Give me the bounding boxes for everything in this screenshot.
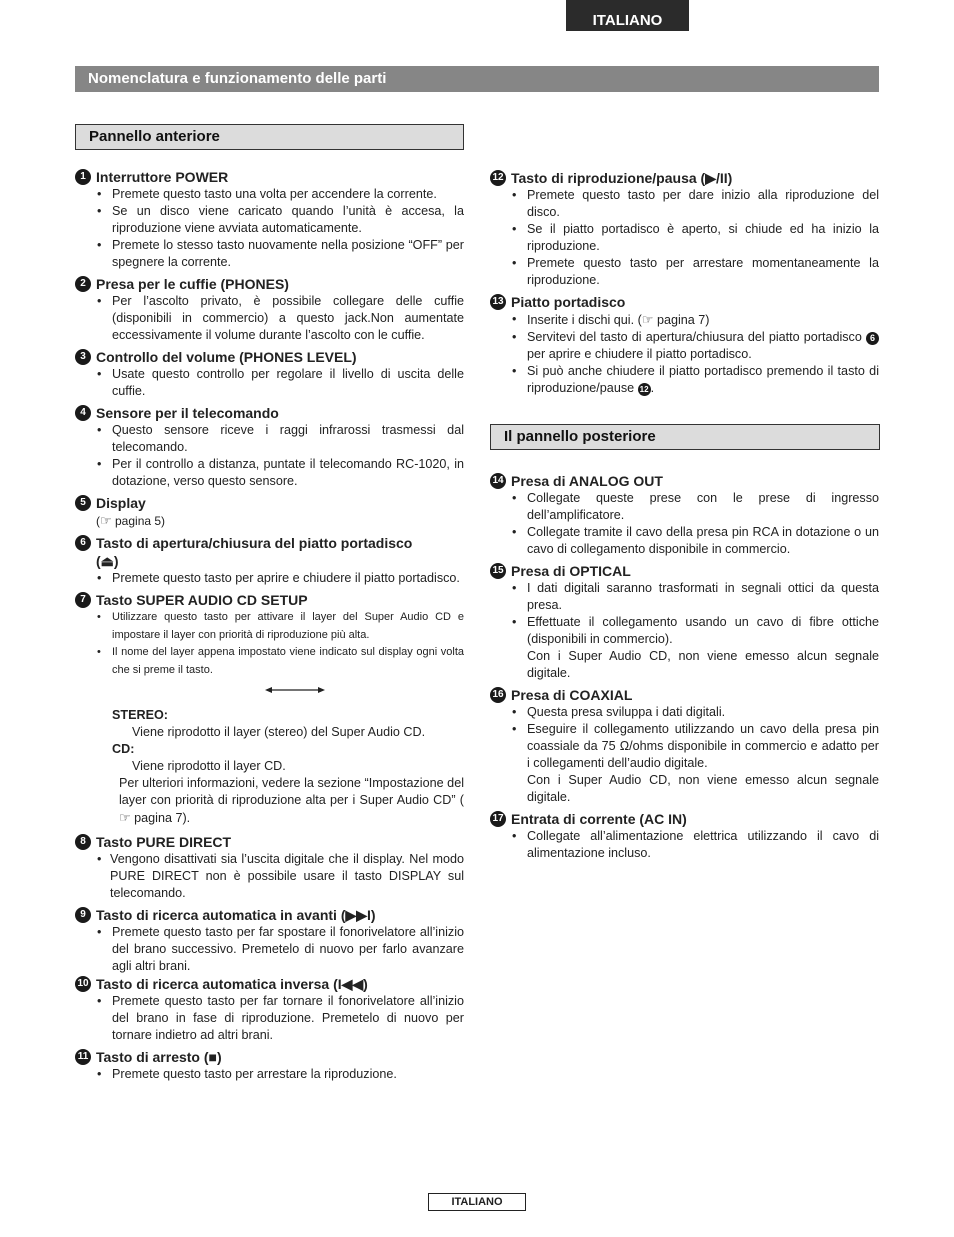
list-item: • Premete lo stesso tasto nuovamente nella posizione “OFF” per spegnere la corrente. xyxy=(75,237,464,271)
item-sacd-setup xyxy=(75,591,464,609)
item-play-pause xyxy=(490,169,879,187)
item-number: 11 xyxy=(75,1049,91,1065)
list-item: • Questo sensore riceve i raggi infrarossi trasmessi dal telecomando. xyxy=(75,422,464,456)
pointing-hand-icon: ☞ xyxy=(119,810,131,825)
item-analog-out xyxy=(490,472,879,490)
section-title-bar: Nomenclatura e funzionamento delle parti xyxy=(75,66,879,92)
item-number: 6 xyxy=(75,535,91,551)
right-column-top xyxy=(490,165,879,397)
reference-text: pagina 7) xyxy=(656,313,710,327)
list-item xyxy=(490,363,879,397)
item-power xyxy=(75,168,464,186)
item-title: Tasto di riproduzione/pausa (▶/II) xyxy=(511,170,733,186)
item-phones xyxy=(75,275,464,293)
item-disc-tray xyxy=(490,293,879,311)
bullet-text: Servitevi del tasto di apertura/chiusura del piatto portadisco xyxy=(527,330,866,344)
pointing-hand-icon: ☞ xyxy=(641,312,654,327)
eject-symbol: (⏏) xyxy=(96,553,119,569)
list-item: • Vengono disattivati sia l’uscita digitale che il display. Nel modo PURE DIRECT non è possibile usare il tasto DISPLAY sul telecomando. xyxy=(75,851,464,902)
list-item: • Utilizzare questo tasto per attivare il layer del Super Audio CD e impostare il layer con priorità di riproduzione più alta. xyxy=(75,609,464,644)
reference-text: pagina 5) xyxy=(115,514,166,528)
item-number: 15 xyxy=(490,563,506,579)
item-coaxial xyxy=(490,686,879,704)
item-title: Piatto portadisco xyxy=(511,294,626,310)
list-item-continuation: Con i Super Audio CD, non viene emesso alcun segnale digitale. xyxy=(527,649,879,680)
item-number: 17 xyxy=(490,811,506,827)
list-item xyxy=(490,311,879,329)
item-number: 1 xyxy=(75,169,91,185)
list-item: • Questa presa sviluppa i dati digitali. xyxy=(490,704,879,721)
list-item: • Effettuate il collegamento usando un cavo di fibre ottiche (disponibili in commercio). xyxy=(490,614,879,648)
list-item: • Per l’ascolto privato, è possibile collegare delle cuffie (disponibili in commercio) a questo jack.Non aumentate eccessivamente il volume durante l’ascolto con le cuffie. xyxy=(75,293,464,344)
bullet-text: Inserite i dischi qui. ( xyxy=(527,313,642,327)
item-title: Entrata di corrente (AC IN) xyxy=(511,811,687,827)
list-item: • Collegate queste prese con le prese di ingresso dell’amplificatore. xyxy=(490,490,879,524)
item-title: Presa di COAXIAL xyxy=(511,687,633,703)
note-text: Per ulteriori informazioni, vedere la sezione “Impostazione del layer con priorità di riproduzione alta per i Super Audio CD” ( xyxy=(119,776,464,807)
item-skip-back xyxy=(75,975,464,993)
item-title: Controllo del volume (PHONES LEVEL) xyxy=(96,349,357,365)
item-number: 10 xyxy=(75,976,91,992)
reference-text: pagina 7). xyxy=(134,811,191,825)
list-item: • I dati digitali saranno trasformati in segnali ottici da questa presa. xyxy=(490,580,879,614)
item-title: Tasto di apertura/chiusura del piatto portadisco xyxy=(96,535,413,551)
item-title: Tasto di ricerca automatica inversa (I◀◀) xyxy=(96,976,368,992)
left-column xyxy=(75,164,464,1083)
item-display xyxy=(75,494,464,512)
list-item: • Eseguire il collegamento utilizzando un cavo della presa pin coassiale da 75 Ω/ohms disponibile in commercio e adatto per i collegamenti dell’audio digitale. xyxy=(490,721,879,772)
right-column-bottom xyxy=(490,468,879,862)
item-number: 8 xyxy=(75,834,91,850)
list-item: • Premete questo tasto per far tornare il fonorivelatore all’inizio del brano in fase di riproduzione. Premetelo di nuovo per tornare indietro ad altri brani. xyxy=(75,993,464,1044)
cd-label: CD: xyxy=(112,742,135,756)
item-number: 13 xyxy=(490,294,506,310)
sacd-note xyxy=(75,775,464,827)
item-number: 14 xyxy=(490,473,506,489)
item-number: 12 xyxy=(490,170,506,186)
item-title: Presa di OPTICAL xyxy=(511,563,631,579)
bullet-text: per aprire e chiudere il piatto portadisco. xyxy=(527,347,752,361)
list-item: • Usate questo controllo per regolare il livello di uscita delle cuffie. xyxy=(75,366,464,400)
item-title: Presa di ANALOG OUT xyxy=(511,473,663,489)
list-item: • Premete questo tasto una volta per accendere la corrente. xyxy=(75,186,464,203)
front-panel-heading: Pannello anteriore xyxy=(75,124,464,150)
item-title: Interruttore POWER xyxy=(96,169,229,185)
list-item xyxy=(490,329,879,363)
item-skip-forward xyxy=(75,906,464,924)
footer-language-label: ITALIANO xyxy=(428,1193,526,1211)
item-phones-level xyxy=(75,348,464,366)
rear-panel-heading: Il pannello posteriore xyxy=(490,424,880,450)
item-number: 3 xyxy=(75,349,91,365)
list-item: • Il nome del layer appena impostato viene indicato sul display ogni volta che si preme il tasto. xyxy=(75,644,464,679)
list-item: • Premete questo tasto per arrestare la riproduzione. xyxy=(75,1066,464,1083)
item-title: Display xyxy=(96,495,146,511)
item-number: 16 xyxy=(490,687,506,703)
language-tab: ITALIANO xyxy=(566,0,689,31)
stereo-label: STEREO: xyxy=(112,708,168,722)
item-title: Presa per le cuffie (PHONES) xyxy=(96,276,289,292)
list-item: • Premete questo tasto per aprire e chiudere il piatto portadisco. xyxy=(75,570,464,587)
list-item: • Premete questo tasto per far spostare il fonorivelatore all’inizio del brano successivo. Premetelo di nuovo per farlo avanzare agli altri brani. xyxy=(75,924,464,975)
item-title: Sensore per il telecomando xyxy=(96,405,279,421)
item-stop xyxy=(75,1048,464,1066)
item-optical xyxy=(490,562,879,580)
item-title: Tasto PURE DIRECT xyxy=(96,834,232,850)
item-remote-sensor xyxy=(75,404,464,422)
list-item: • Premete questo tasto per dare inizio alla riproduzione del disco. xyxy=(490,187,879,221)
double-arrow-icon xyxy=(75,679,464,707)
item-number: 4 xyxy=(75,405,91,421)
item-number: 7 xyxy=(75,592,91,608)
item-number: 5 xyxy=(75,495,91,511)
list-item: • Premete questo tasto per arrestare momentaneamente la riproduzione. xyxy=(490,255,879,289)
list-item: • Se un disco viene caricato quando l’unità è accesa, la riproduzione viene avviata automaticamente. xyxy=(75,203,464,237)
pointing-hand-icon: ☞ xyxy=(100,513,112,528)
item-ac-in xyxy=(490,810,879,828)
item-open-close xyxy=(75,534,464,570)
inline-item-number: 6 xyxy=(866,332,879,345)
inline-item-number: 12 xyxy=(638,383,651,396)
list-item: • Collegate tramite il cavo della presa pin RCA in dotazione o un cavo di collegamento disponibile in commercio. xyxy=(490,524,879,558)
list-item: • Se il piatto portadisco è aperto, si chiude ed ha inizio la riproduzione. xyxy=(490,221,879,255)
item-number: 2 xyxy=(75,276,91,292)
item-title: Tasto SUPER AUDIO CD SETUP xyxy=(96,592,308,608)
bullet-text: Si può anche chiudere il piatto portadisco premendo il tasto di riproduzione/pause xyxy=(527,364,879,395)
bullet-text: . xyxy=(650,381,655,395)
item-title: Tasto di ricerca automatica in avanti (▶▶I) xyxy=(96,907,376,923)
list-item-continuation: Con i Super Audio CD, non viene emesso alcun segnale digitale. xyxy=(527,773,879,804)
item-pure-direct xyxy=(75,833,464,851)
stereo-description: Viene riprodotto il layer (stereo) del Super Audio CD. xyxy=(132,725,426,739)
list-item: • Per il controllo a distanza, puntate il telecomando RC-1020, in dotazione, verso questo sensore. xyxy=(75,456,464,490)
page-reference: (☞ pagina 5) xyxy=(96,513,166,528)
list-item: • Collegate all’alimentazione elettrica utilizzando il cavo di alimentazione incluso. xyxy=(490,828,879,862)
item-title: Tasto di arresto (■) xyxy=(96,1049,222,1065)
cd-description: Viene riprodotto il layer CD. xyxy=(132,759,286,773)
item-number: 9 xyxy=(75,907,91,923)
